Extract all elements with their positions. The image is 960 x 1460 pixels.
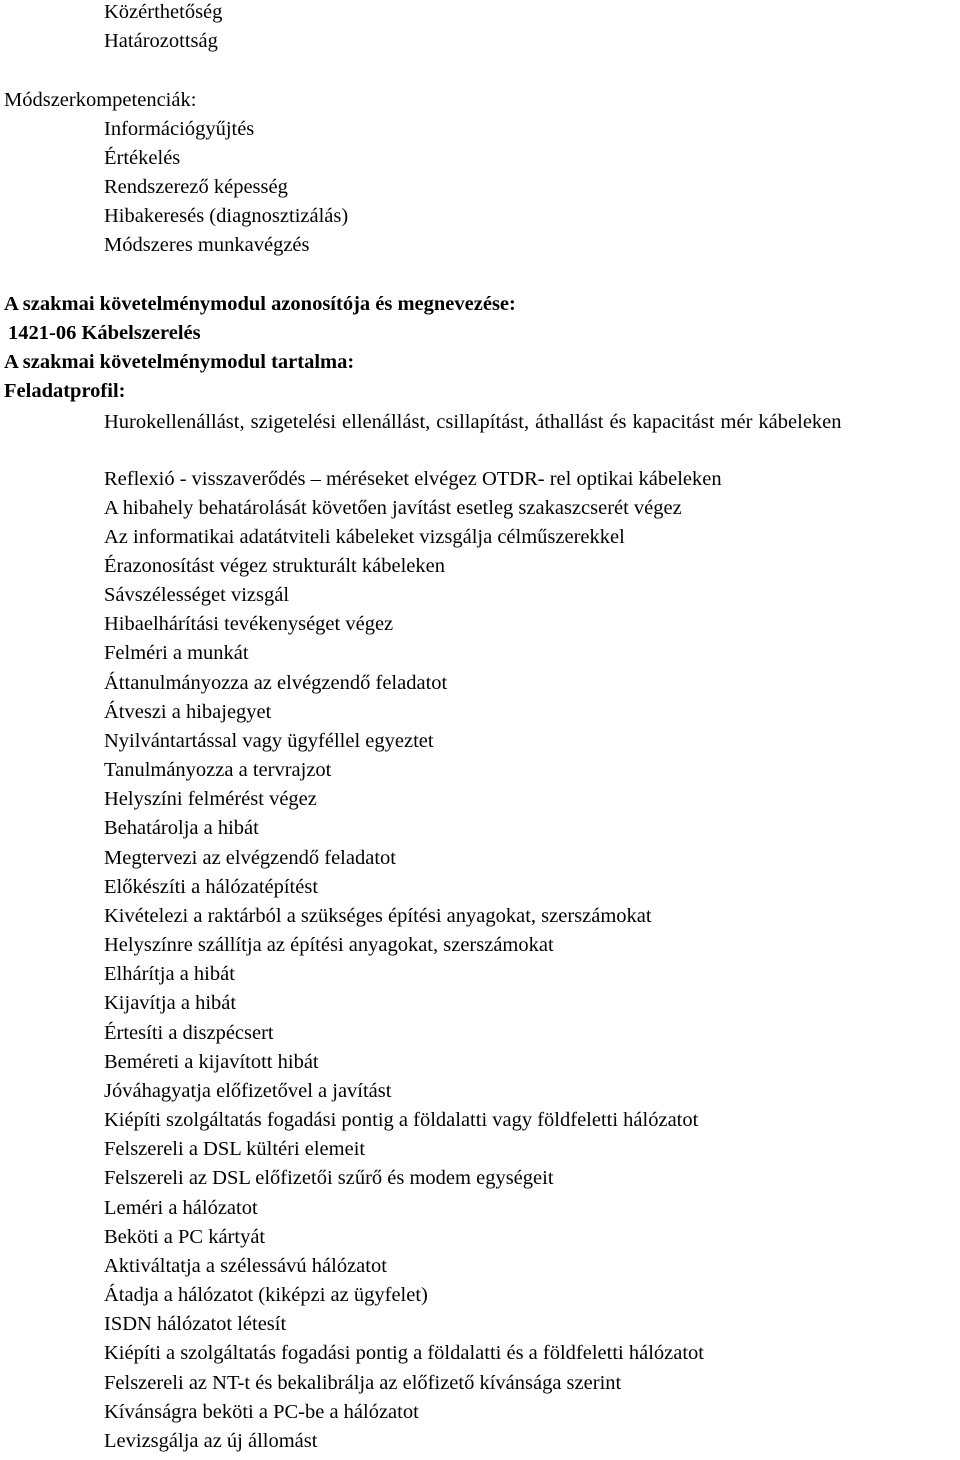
task-item: Megtervezi az elvégzendő feladatot	[104, 847, 396, 869]
task-item: Beméreti a kijavított hibát	[104, 1051, 319, 1073]
method-competency-item: Értékelés	[104, 147, 181, 169]
task-item: Reflexió - visszaverődés – méréseket elvégez OTDR- rel optikai kábeleken	[104, 468, 722, 490]
method-competency-item: Információgyűjtés	[104, 118, 255, 140]
task-item: Helyszíni felmérést végez	[104, 788, 317, 810]
task-item: Érazonosítást végez strukturált kábeleken	[104, 555, 445, 577]
task-item: Tanulmányozza a tervrajzot	[104, 759, 332, 781]
task-profile-heading: Feladatprofil:	[4, 380, 126, 402]
task-item: Hibaelhárítási tevékenységet végez	[104, 613, 394, 635]
task-item: Felszereli az NT-t és bekalibrálja az előfizető kívánsága szerint	[104, 1372, 622, 1394]
task-item: Sávszélességet vizsgál	[104, 584, 290, 606]
task-item: Nyilvántartással vagy ügyféllel egyeztet	[104, 730, 434, 752]
task-item: Elhárítja a hibát	[104, 963, 235, 985]
task-item: Beköti a PC kártyát	[104, 1226, 266, 1248]
competency-item: Közérthetőség	[104, 1, 223, 23]
task-item: Áttanulmányozza az elvégzendő feladatot	[104, 672, 448, 694]
task-item: Átadja a hálózatot (kiképzi az ügyfelet)	[104, 1284, 428, 1306]
task-item: Leméri a hálózatot	[104, 1197, 258, 1219]
task-item: Az informatikai adatátviteli kábeleket vizsgálja célműszerekkel	[104, 526, 625, 548]
task-item: Aktiváltatja a szélessávú hálózatot	[104, 1255, 387, 1277]
module-id-heading: A szakmai követelménymodul azonosítója és megnevezése:	[4, 293, 516, 315]
task-item: ISDN hálózatot létesít	[104, 1313, 287, 1335]
task-item: Felméri a munkát	[104, 642, 249, 664]
task-item: Értesíti a diszpécsert	[104, 1022, 274, 1044]
task-item: Kijavítja a hibát	[104, 992, 237, 1014]
task-item: Levizsgálja az új állomást	[104, 1430, 318, 1452]
task-item: Behatárolja a hibát	[104, 817, 259, 839]
task-item: Kívánságra beköti a PC-be a hálózatot	[104, 1401, 419, 1423]
task-item: Előkészíti a hálózatépítést	[104, 876, 319, 898]
method-competencies-heading: Módszerkompetenciák:	[4, 89, 197, 111]
task-item: Helyszínre szállítja az építési anyagokat, szerszámokat	[104, 934, 554, 956]
task-item: Felszereli az DSL előfizetői szűrő és modem egységeit	[104, 1167, 554, 1189]
task-item: Jóváhagyatja előfizetővel a javítást	[104, 1080, 392, 1102]
task-item: Hurokellenállást, szigetelési ellenállást, csillapítást, áthallást és kapacitást mér kábeleken	[104, 411, 842, 433]
task-item: Kiépíti a szolgáltatás fogadási pontig a földalatti és a földfeletti hálózatot	[104, 1342, 704, 1364]
task-item: A hibahely behatárolását követően javítást esetleg szakaszcserét végez	[104, 497, 682, 519]
task-item: Átveszi a hibajegyet	[104, 701, 272, 723]
competency-item: Határozottság	[104, 30, 218, 52]
method-competency-item: Hibakeresés (diagnosztizálás)	[104, 205, 349, 227]
task-item: Kivételezi a raktárból a szükséges építési anyagokat, szerszámokat	[104, 905, 652, 927]
task-item: Kiépíti szolgáltatás fogadási pontig a földalatti vagy földfeletti hálózatot	[104, 1109, 699, 1131]
task-item: Felszereli a DSL kültéri elemeit	[104, 1138, 366, 1160]
method-competency-item: Módszeres munkavégzés	[104, 234, 310, 256]
module-id-value: 1421-06 Kábelszerelés	[8, 322, 201, 344]
module-content-heading: A szakmai követelménymodul tartalma:	[4, 351, 355, 373]
method-competency-item: Rendszerező képesség	[104, 176, 288, 198]
